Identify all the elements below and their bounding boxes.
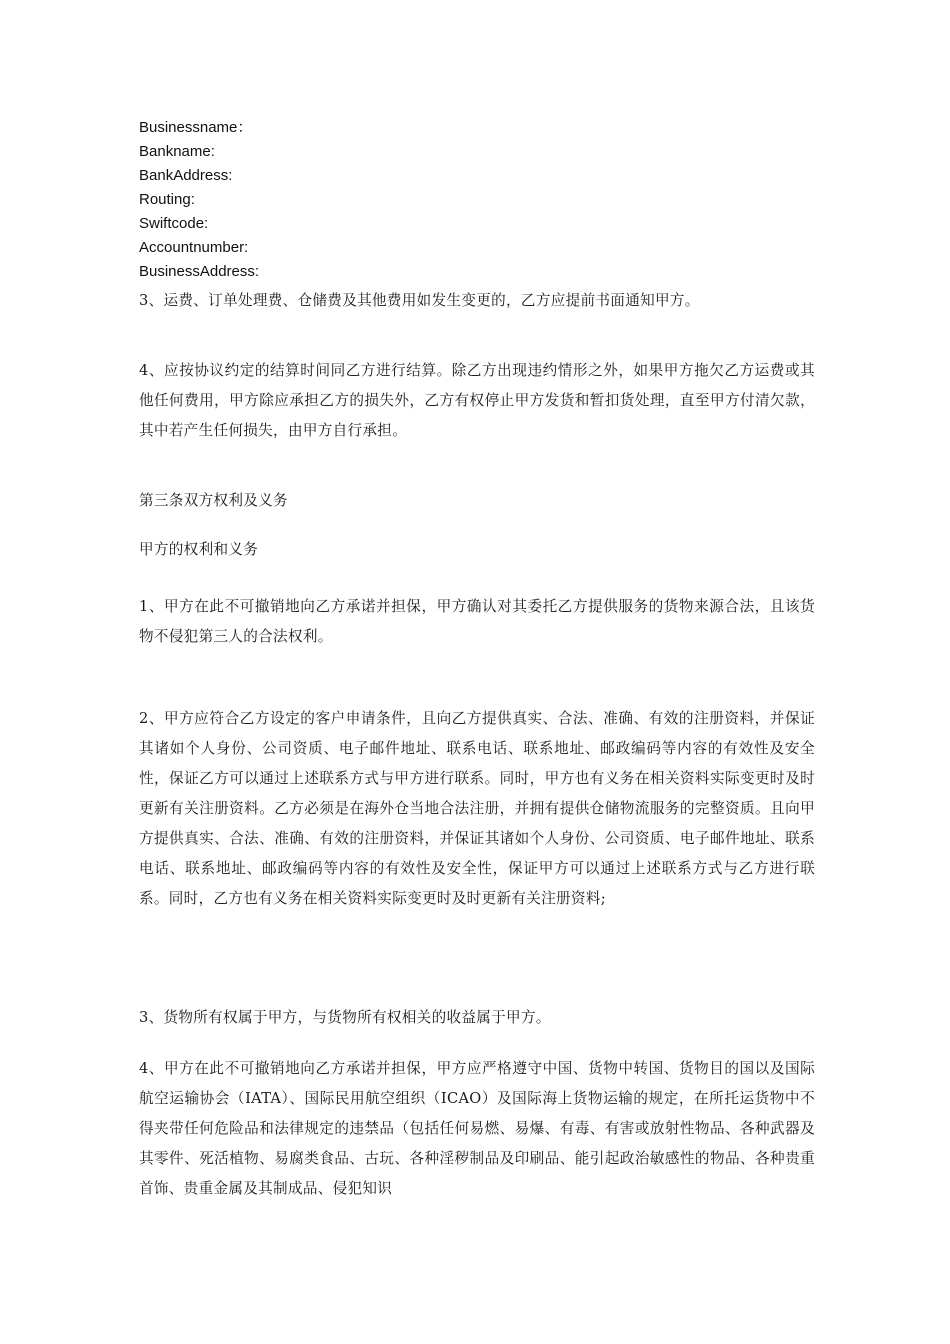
field-bank-address: BankAddress: xyxy=(139,167,233,184)
bank-info-fields xyxy=(139,116,559,284)
field-bank-name: Bankname: xyxy=(139,143,215,160)
clause-a4: 4、甲方在此不可撤销地向乙方承诺并担保，甲方应严格遵守中国、货物中转国、货物目的国以及国际航空运输协会（IATA）、国际民用航空组织（ICAO）及国际海上货物运输的规定，在所托运货物中不得夹带任何危险品和法律规定的违禁品（包括任何易燃、易爆、有毒、有害或放射性物品、各种武器及其零件、死活植物、易腐类食品、古玩、各种淫秽制品及印刷品、能引起政治敏感性的物品、各种贵重首饰、贵重金属及其制成品、侵犯知识 xyxy=(139,1060,815,1197)
field-routing: Routing: xyxy=(139,191,195,208)
clause-settlement: 4、应按协议约定的结算时间同乙方进行结算。除乙方出现违约情形之外，如果甲方拖欠乙方运费或其他任何费用，甲方除应承担乙方的损失外，乙方有权停止甲方发货和暂扣货处理，直至甲方付清欠款，其中若产生任何损失，由甲方自行承担。 xyxy=(139,362,815,439)
clause-a1: 1、甲方在此不可撤销地向乙方承诺并担保，甲方确认对其委托乙方提供服务的货物来源合法，且该货物不侵犯第三人的合法权利。 xyxy=(139,598,815,645)
article-3-heading: 第三条双方权利及义务 xyxy=(139,492,288,509)
field-business-name: Businessname： xyxy=(139,119,253,136)
clause-fee-change: 3、运费、订单处理费、仓储费及其他费用如发生变更的，乙方应提前书面通知甲方。 xyxy=(139,292,700,309)
party-a-heading: 甲方的权利和义务 xyxy=(139,541,259,558)
field-business-address: BusinessAddress: xyxy=(139,263,260,280)
clause-a3: 3、货物所有权属于甲方，与货物所有权相关的收益属于甲方。 xyxy=(139,1009,551,1026)
clause-a2: 2、甲方应符合乙方设定的客户申请条件，且向乙方提供真实、合法、准确、有效的注册资料，并保证其诸如个人身份、公司资质、电子邮件地址、联系电话、联系地址、邮政编码等内容的有效性及安全性，保证乙方可以通过上述联系方式与甲方进行联系。同时，甲方也有义务在相关资料实际变更时及时更新有关注册资料。乙方必须是在海外仓当地合法注册，并拥有提供仓储物流服务的完整资质。且向甲方提供真实、合法、准确、有效的注册资料，并保证其诸如个人身份、公司资质、电子邮件地址、联系电话、联系地址、邮政编码等内容的有效性及安全性，保证甲方可以通过上述联系方式与乙方进行联系。同时，乙方也有义务在相关资料实际变更时及时更新有关注册资料; xyxy=(139,710,815,907)
field-swift-code: Swiftcode: xyxy=(139,215,209,232)
field-account-number: Accountnumber: xyxy=(139,239,249,256)
